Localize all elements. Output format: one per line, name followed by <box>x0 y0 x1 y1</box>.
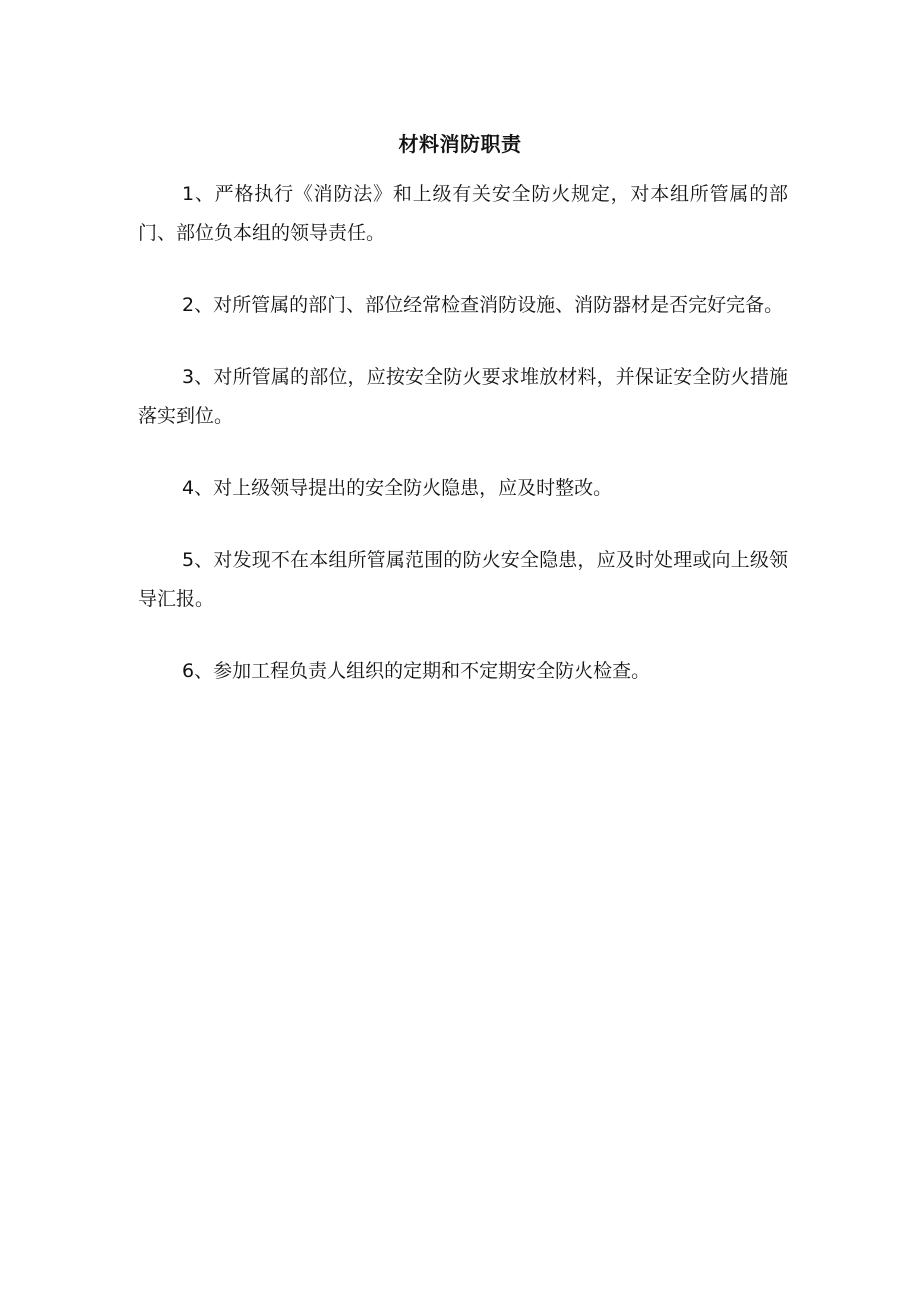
paragraph-5: 5、对发现不在本组所管属范围的防火安全隐患，应及时处理或向上级领导汇报。 <box>138 549 788 610</box>
paragraph-4: 4、对上级领导提出的安全防火隐患，应及时整改。 <box>182 477 613 499</box>
paragraph-3: 3、对所管属的部位，应按安全防火要求堆放材料，并保证安全防火措施落实到位。 <box>138 366 788 427</box>
paragraph-1: 1、严格执行《消防法》和上级有关安全防火规定，对本组所管属的部门、部位负本组的领导责任。 <box>138 183 788 244</box>
document-title: 材料消防职责 <box>398 132 522 156</box>
paragraph-6: 6、参加工程负责人组织的定期和不定期安全防火检查。 <box>182 660 651 682</box>
paragraph-2: 2、对所管属的部门、部位经常检查消防设施、消防器材是否完好完备。 <box>182 294 784 316</box>
document-body <box>138 175 788 724</box>
